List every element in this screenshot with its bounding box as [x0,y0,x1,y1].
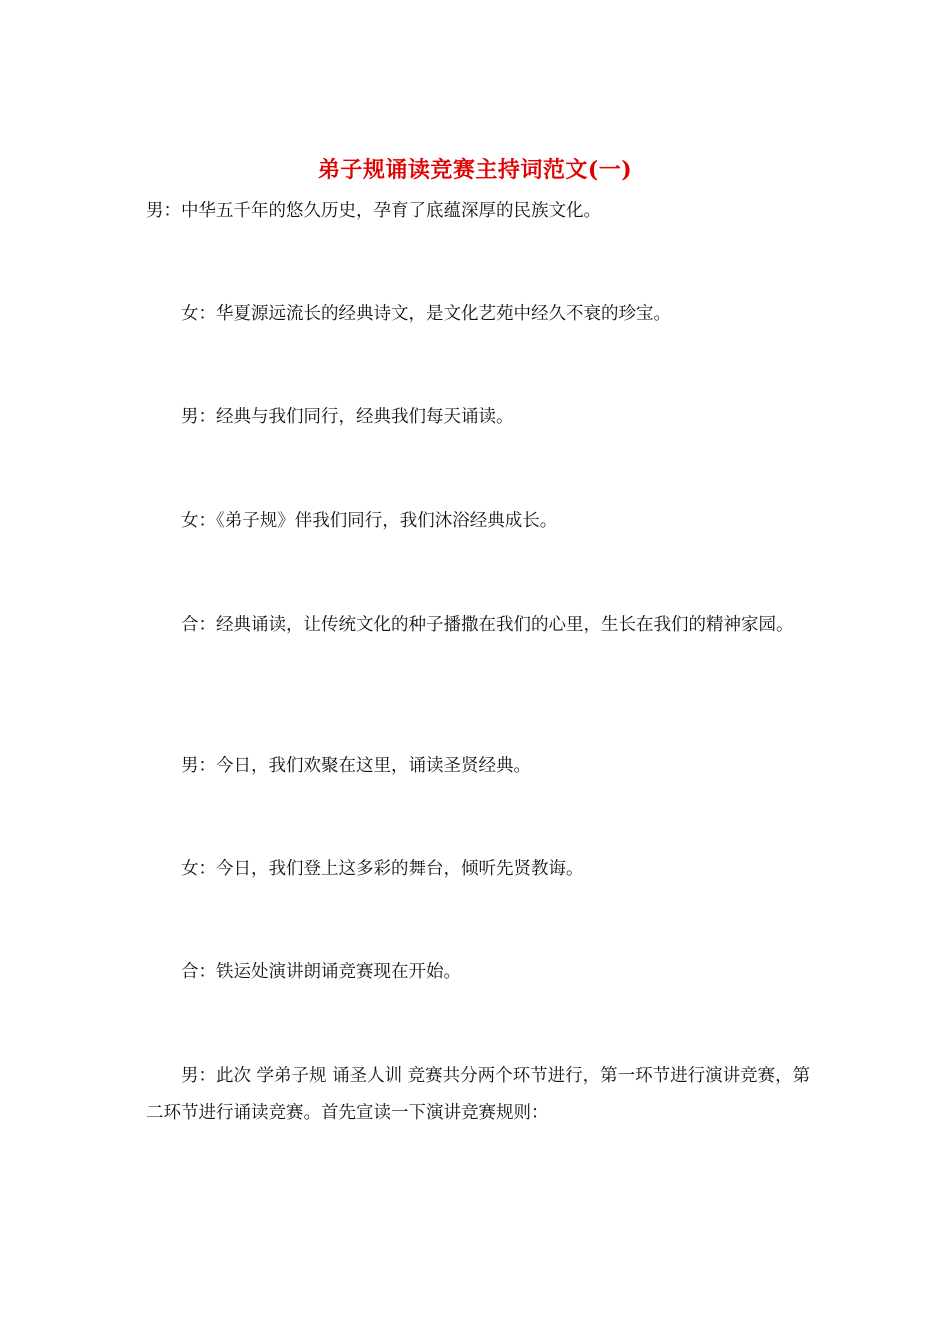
paragraph: 合：铁运处演讲朗诵竞赛现在开始。 [181,962,461,982]
paragraph: 合：经典诵读，让传统文化的种子播撒在我们的心里，生长在我们的精神家园。 [181,615,794,635]
paragraph: 女：《弟子规》伴我们同行，我们沐浴经典成长。 [181,511,558,531]
paragraph: 男：今日，我们欢聚在这里，诵读圣贤经典。 [181,756,531,776]
paragraph: 男：此次 学弟子规 诵圣人训 竞赛共分两个环节进行，第一环节进行演讲竞赛，第二环节进行诵读竞赛。首先宣读一下演讲竞赛规则： [146,1066,811,1123]
paragraph: 男：经典与我们同行，经典我们每天诵读。 [181,407,514,427]
paragraph: 男：中华五千年的悠久历史，孕育了底蕴深厚的民族文化。 [146,201,601,221]
paragraph: 女：今日，我们登上这多彩的舞台，倾听先贤教诲。 [181,859,584,879]
document-title: 弟子规诵读竞赛主持词范文(一) [317,157,633,183]
paragraph: 女：华夏源远流长的经典诗文，是文化艺苑中经久不衰的珍宝。 [181,304,671,324]
